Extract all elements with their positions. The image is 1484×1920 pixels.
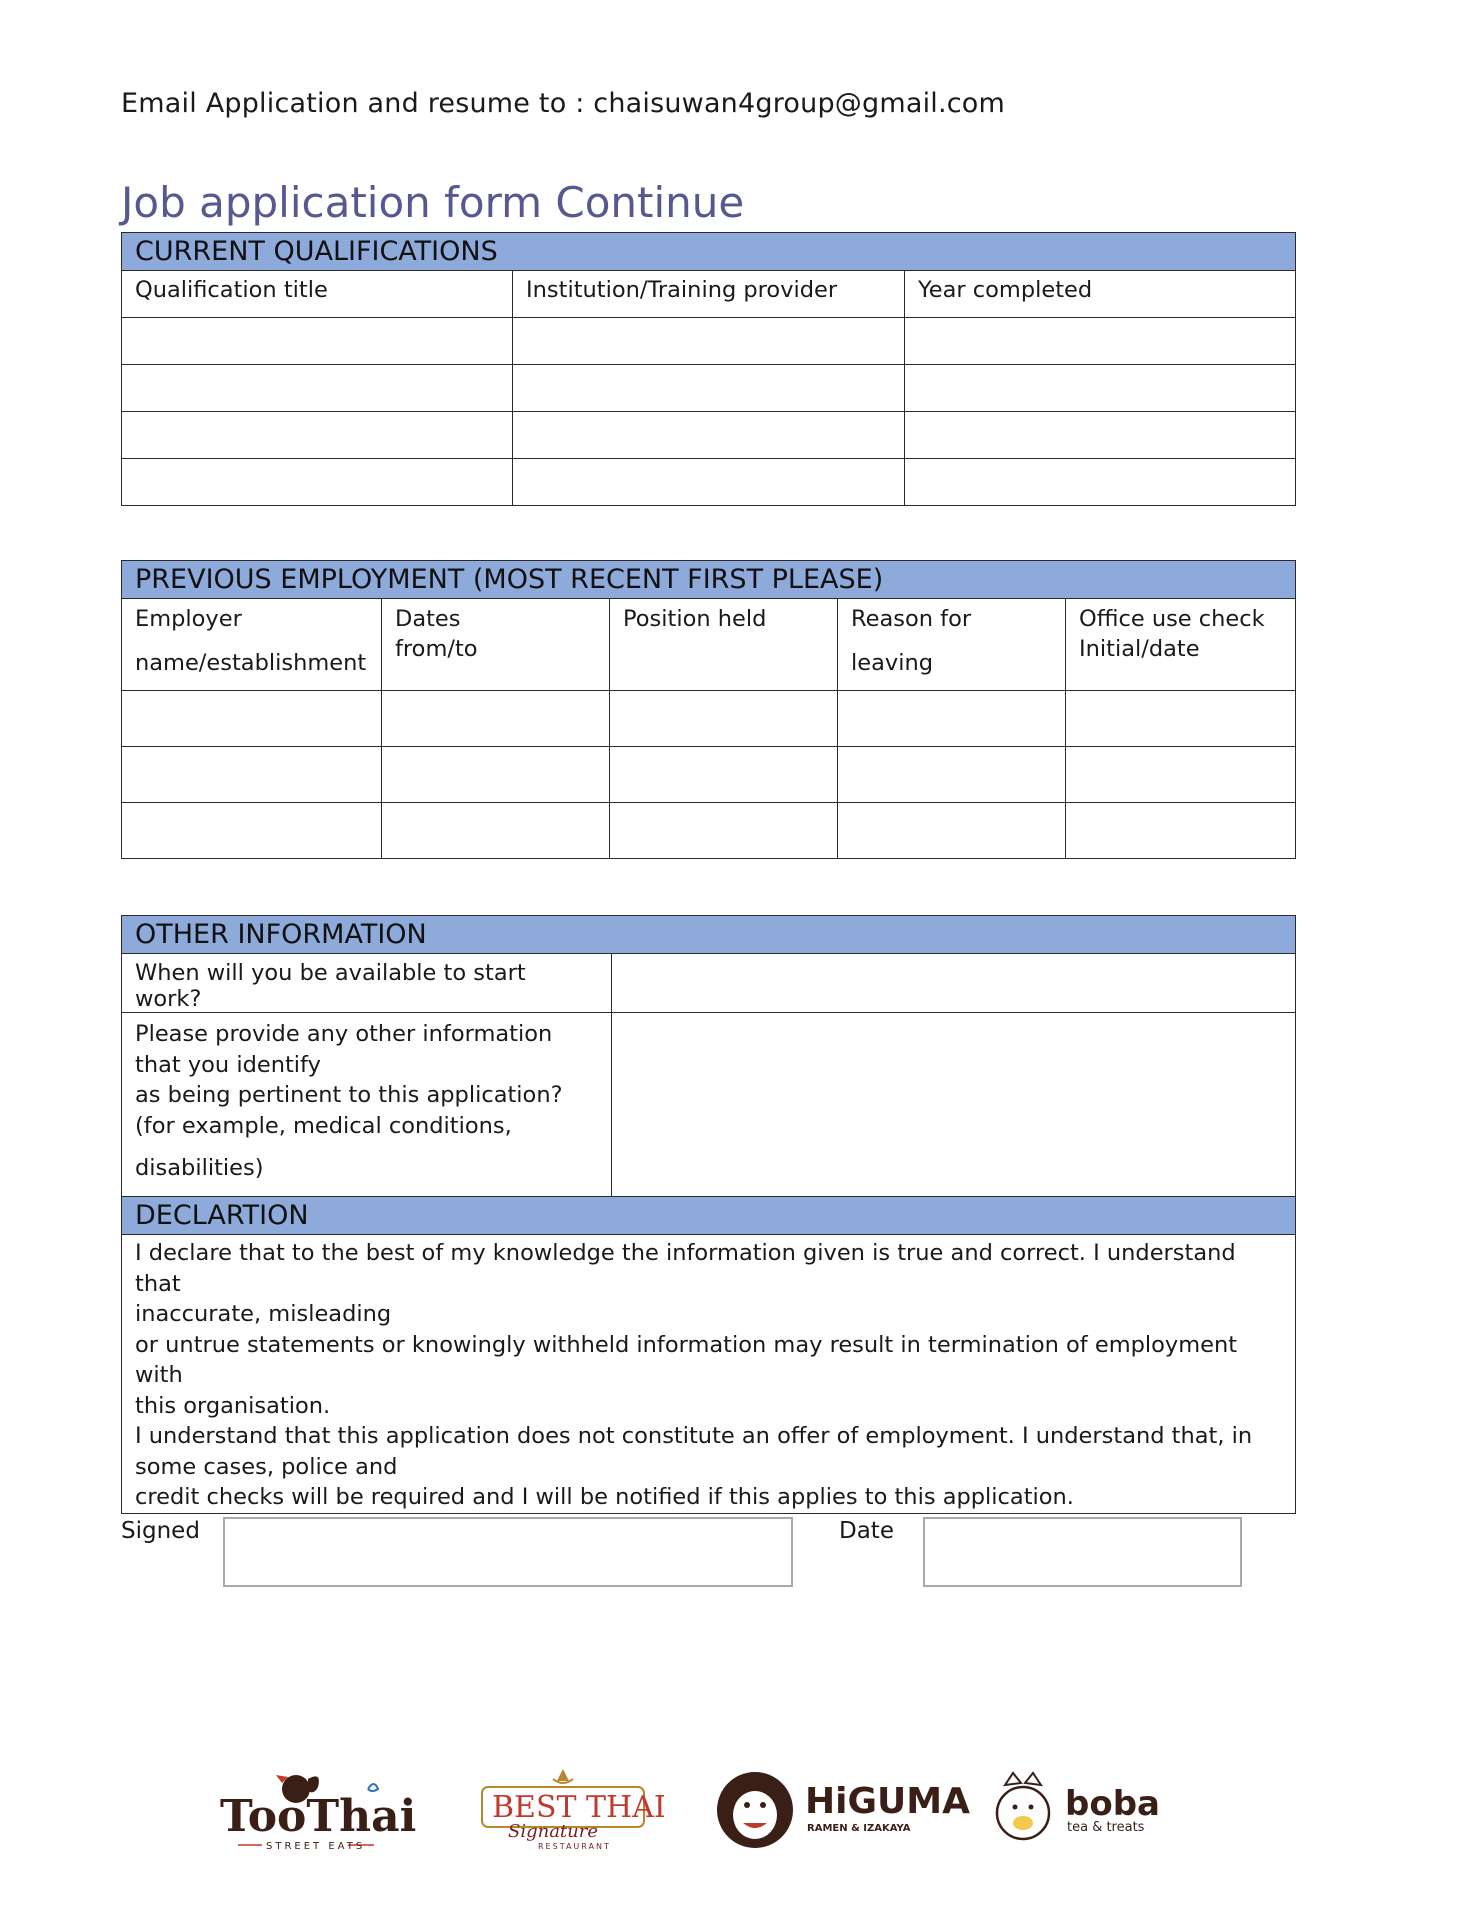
other-info-answer[interactable] bbox=[612, 1013, 1296, 1197]
col-position-held: Position held bbox=[610, 599, 838, 691]
date-label: Date bbox=[839, 1518, 894, 1544]
table-cell[interactable] bbox=[122, 318, 513, 365]
col-qualification-title: Qualification title bbox=[122, 271, 513, 318]
table-cell[interactable] bbox=[513, 412, 905, 459]
declaration-section-header: DECLARTION bbox=[122, 1197, 1296, 1235]
table-row bbox=[122, 412, 1296, 459]
boba-logo bbox=[995, 1765, 1170, 1855]
signed-label: Signed bbox=[121, 1518, 200, 1544]
table-cell[interactable] bbox=[905, 365, 1296, 412]
table-cell[interactable] bbox=[1066, 747, 1296, 803]
table-row bbox=[122, 691, 1296, 747]
other-information-table bbox=[121, 915, 1296, 1514]
higuma-logo bbox=[715, 1765, 970, 1855]
table-cell[interactable] bbox=[122, 691, 382, 747]
table-cell[interactable] bbox=[122, 365, 513, 412]
start-work-answer[interactable] bbox=[612, 954, 1296, 1013]
table-row bbox=[122, 365, 1296, 412]
svg-text:Signature: Signature bbox=[508, 1821, 599, 1842]
svg-text:TooThai: TooThai bbox=[220, 1791, 417, 1842]
table-cell[interactable] bbox=[382, 691, 610, 747]
table-cell[interactable] bbox=[122, 747, 382, 803]
table-cell[interactable] bbox=[905, 412, 1296, 459]
table-cell[interactable] bbox=[513, 365, 905, 412]
svg-text:tea & treats: tea & treats bbox=[1067, 1820, 1145, 1835]
svg-text:boba: boba bbox=[1065, 1784, 1160, 1824]
page-title: Job application form Continue bbox=[121, 178, 745, 227]
table-row bbox=[122, 803, 1296, 859]
svg-text:HiGUMA: HiGUMA bbox=[805, 1781, 970, 1822]
email-instruction: Email Application and resume to : chaisuwan4group@gmail.com bbox=[121, 88, 1006, 119]
table-row bbox=[122, 318, 1296, 365]
table-row bbox=[122, 459, 1296, 506]
table-cell[interactable] bbox=[905, 318, 1296, 365]
table-cell[interactable] bbox=[122, 412, 513, 459]
table-cell[interactable] bbox=[838, 691, 1066, 747]
other-information-section-header: OTHER INFORMATION bbox=[122, 916, 1296, 954]
svg-text:BEST THAI: BEST THAI bbox=[492, 1790, 666, 1825]
col-year-completed: Year completed bbox=[905, 271, 1296, 318]
col-office-use: Office use check Initial/date bbox=[1066, 599, 1296, 691]
svg-text:RAMEN & IZAKAYA: RAMEN & IZAKAYA bbox=[807, 1823, 911, 1834]
col-institution: Institution/Training provider bbox=[513, 271, 905, 318]
table-cell[interactable] bbox=[513, 459, 905, 506]
table-cell[interactable] bbox=[382, 803, 610, 859]
col-employer: Employer name/establishment bbox=[122, 599, 382, 691]
table-cell[interactable] bbox=[1066, 803, 1296, 859]
table-cell[interactable] bbox=[122, 803, 382, 859]
table-cell[interactable] bbox=[382, 747, 610, 803]
date-field[interactable] bbox=[923, 1517, 1242, 1587]
svg-text:STREET EATS: STREET EATS bbox=[266, 1841, 366, 1852]
other-info-question: Please provide any other information that you identify as being pertinent to this application? (for example, medical conditions, disabilities) bbox=[122, 1013, 612, 1197]
signature-field[interactable] bbox=[223, 1517, 793, 1587]
table-cell[interactable] bbox=[610, 691, 838, 747]
declaration-text: I declare that to the best of my knowledge the information given is true and correct. I understand that inaccurate, misleading or untrue statements or knowingly withheld information may result in termination of employment with this organisation. I understand that this application does not constitute an offer of employment. I understand that, in some cases, police and credit checks will be required and I will be notified if this applies to this application. bbox=[122, 1235, 1296, 1514]
qualifications-section-header: CURRENT QUALIFICATIONS bbox=[122, 233, 1296, 271]
table-cell[interactable] bbox=[1066, 691, 1296, 747]
col-dates: Dates from/to bbox=[382, 599, 610, 691]
table-cell[interactable] bbox=[513, 318, 905, 365]
table-cell[interactable] bbox=[838, 747, 1066, 803]
table-row bbox=[122, 747, 1296, 803]
employment-section-header: PREVIOUS EMPLOYMENT (MOST RECENT FIRST PLEASE) bbox=[122, 561, 1296, 599]
employment-table bbox=[121, 560, 1296, 859]
toothai-logo bbox=[218, 1765, 417, 1855]
brand-logos bbox=[0, 1765, 1484, 1865]
table-cell[interactable] bbox=[838, 803, 1066, 859]
table-cell[interactable] bbox=[905, 459, 1296, 506]
bestthai-logo bbox=[478, 1765, 666, 1855]
table-cell[interactable] bbox=[610, 747, 838, 803]
qualifications-table bbox=[121, 232, 1296, 506]
svg-text:RESTAURANT: RESTAURANT bbox=[538, 1842, 611, 1851]
table-cell[interactable] bbox=[610, 803, 838, 859]
table-cell[interactable] bbox=[122, 459, 513, 506]
start-work-question: When will you be available to start work? bbox=[122, 954, 612, 1013]
col-reason-for-leaving: Reason for leaving bbox=[838, 599, 1066, 691]
